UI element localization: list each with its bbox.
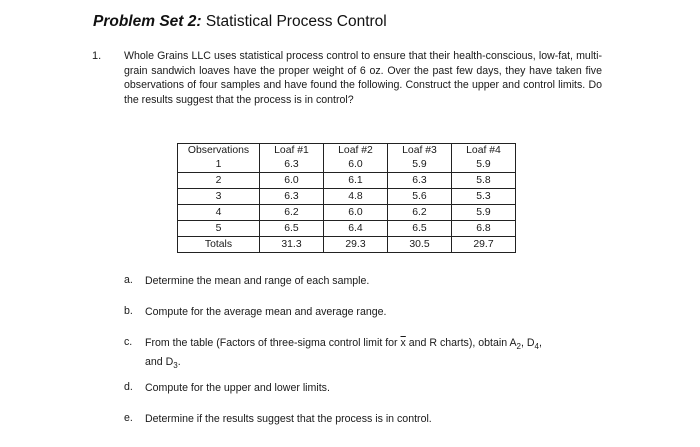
table-cell: 4.8 [324,189,388,205]
d3-subscript: 3 [173,360,178,370]
c-text-mid: and R charts), obtain A [405,337,517,349]
table-cell: 31.3 [260,237,324,253]
subquestion-text: Determine if the results suggest that the process is in control. [145,413,432,425]
page-title [93,13,387,31]
table-row [178,173,516,189]
table-cell: 5.9 [452,205,516,221]
table-cell: 29.3 [324,237,388,253]
x-bar-symbol: $\overline{x}$ [400,337,406,349]
table-cell: 5.9 [452,157,516,173]
table-cell: 6.5 [260,221,324,237]
table-row [178,189,516,205]
table-cell: 6.4 [324,221,388,237]
table-cell: 5.9 [388,157,452,173]
subquestion-text: Compute for the upper and lower limits. [145,382,330,394]
table-row [178,157,516,173]
table-cell: 5.6 [388,189,452,205]
question-text: Whole Grains LLC uses statistical process control to ensure that their health-conscious, low-fat, multi-grain sandwich loaves have the proper weight of 6 oz. Over the past few days, they have taken five observations of four samples and have found the following. Construct the upper and control limits. Do the results suggest that the process is in control? [124,50,602,106]
header-cell: Loaf #2 [324,144,388,158]
table-cell: 5 [178,221,260,237]
table-cell: 6.3 [388,173,452,189]
c-text-pre: From the table (Factors of three-sigma control limit for [145,337,401,349]
subquestion-text: Determine the mean and range of each sample. [145,275,370,287]
header-cell: Observations [178,144,260,158]
c-text-comma: , [538,337,542,349]
table-cell: 5.3 [452,189,516,205]
question-number: 1. [92,50,102,62]
header-cell: Loaf #3 [388,144,452,158]
table-cell: 1 [178,157,260,173]
table-row [178,221,516,237]
table-cell: 4 [178,205,260,221]
table-cell: 6.0 [324,157,388,173]
a2-subscript: 2 [516,342,521,352]
subquestion-letter: a. [124,274,133,286]
table-cell: 6.0 [324,205,388,221]
table-cell: 6.3 [260,189,324,205]
c-text-comma: , D [520,337,535,349]
subquestion-letter: e. [124,412,133,424]
table-cell: 6.8 [452,221,516,237]
table-header-row [178,144,516,158]
table-cell: 6.3 [260,157,324,173]
subquestion-letter: c. [124,336,133,348]
table-cell: 3 [178,189,260,205]
table-cell: 5.8 [452,173,516,189]
header-cell: Loaf #4 [452,144,516,158]
table-cell: 29.7 [452,237,516,253]
table-cell: 2 [178,173,260,189]
d4-subscript: 4 [534,342,539,352]
table-cell: Totals [178,237,260,253]
table-cell: 6.5 [388,221,452,237]
c-text-end: . [177,355,181,368]
c-text-line2: and D [145,355,174,368]
table-cell: 6.2 [260,205,324,221]
table-cell: 6.2 [388,205,452,221]
totals-row [178,237,516,253]
subquestion-letter: b. [124,305,133,317]
title-rest: Statistical Process Control [201,13,387,30]
subquestion-text [145,336,597,373]
subquestion-letter: d. [124,381,133,393]
subquestion-text: Compute for the average mean and average range. [145,306,387,318]
table-cell: 6.1 [324,173,388,189]
table-cell: 30.5 [388,237,452,253]
title-bold: Problem Set 2: [93,13,202,30]
table-row [178,205,516,221]
table-cell: 6.0 [260,173,324,189]
observations-table [177,143,516,253]
header-cell: Loaf #1 [260,144,324,158]
